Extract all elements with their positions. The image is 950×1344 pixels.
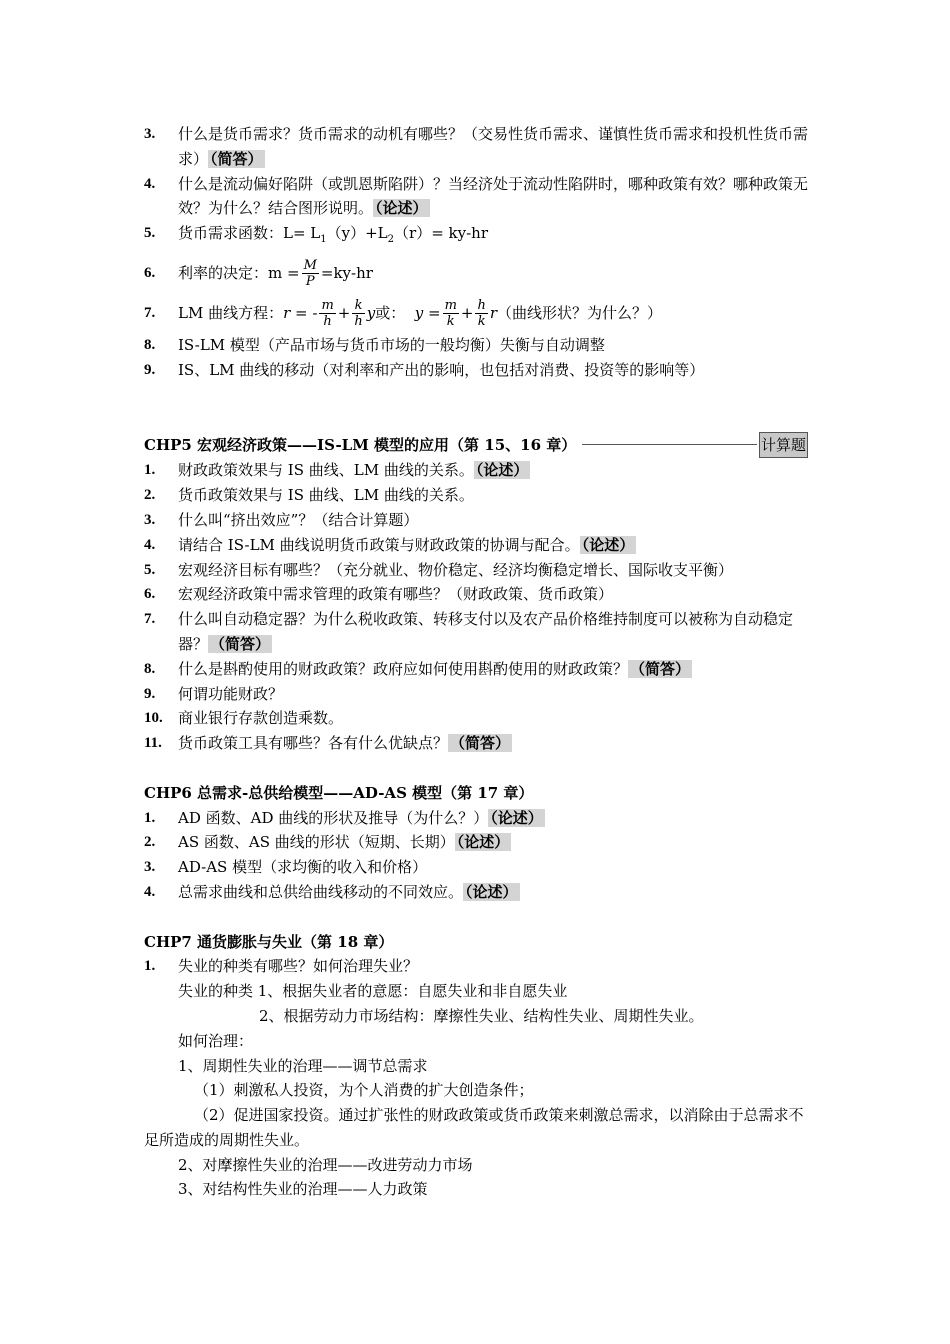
fraction-m-over-p: $\frac{M}{P}$: [303, 258, 317, 290]
item-text: 什么是货币需求？货币需求的动机有哪些？（交易性货币需求、谨慎性货币需求和投机性货币需求）: [178, 125, 809, 168]
answer-line: （1）刺激私人投资，为个人消费的扩大创造条件；: [194, 1081, 534, 1100]
question-type-tag: （论述）: [465, 882, 518, 901]
list-item: 11. 货币政策工具有哪些？各有什么优缺点？ （简答）: [144, 734, 511, 753]
list-item: 1. 失业的种类有哪些？如何治理失业？: [144, 957, 419, 976]
list-item: 4. 总需求曲线和总供给曲线移动的不同效应。 （论述）: [144, 882, 518, 901]
list-item: 7. 什么叫自动稳定器？为什么税收政策、转移支付以及农产品价格维持制度可以被称为自动稳定器？ （简答）: [144, 610, 794, 653]
answer-line: 3、对结构性失业的治理——人力政策: [178, 1180, 428, 1199]
list-item: [144, 253, 808, 293]
question-type-tag: （简答）: [210, 634, 271, 653]
list-item: 5. 宏观经济目标有哪些？（充分就业、物价稳定、经济均衡稳定增长、国际收支平衡）: [144, 560, 734, 579]
list-item: 2. AS 函数、AS 曲线的形状（短期、长期） （论述）: [144, 833, 510, 852]
document-content: [144, 122, 808, 1202]
list-item: [144, 122, 808, 172]
question-type-tag: （简答）: [210, 149, 263, 168]
calc-label: 计算题: [759, 432, 808, 459]
question-type-tag: （简答）: [630, 659, 691, 678]
answer-line: 失业的种类 1、根据失业者的意愿：自愿失业和非自愿失业: [178, 982, 568, 1001]
list-item: 10. 商业银行存款创造乘数。: [144, 709, 344, 728]
list-item: [144, 172, 808, 222]
chapter-heading-chp6: CHP6 总需求-总供给模型——AD-AS 模型（第 17 章）: [144, 783, 534, 802]
list-item: 3. AD-AS 模型（求均衡的收入和价格）: [144, 858, 428, 877]
interest-rate-equation: 利率的决定：m = $\frac{M}{P}$ =ky-hr: [178, 258, 373, 290]
list-item: [144, 221, 808, 253]
list-item: 2. 货币政策效果与 IS 曲线、LM 曲线的关系。: [144, 486, 474, 505]
lm-curve-equation: LM 曲线方程：r = - $\frac{m}{h}$ + $\frac{k}{h}$ y或： y = $\frac{m}{k}$ + $\frac{h}{k}$ r（曲线形状？为什么？）: [178, 298, 663, 330]
item-number: 3.: [144, 126, 156, 142]
item-text: IS-LM 模型（产品市场与货币市场的一般均衡）失衡与自动调整: [178, 335, 605, 354]
question-type-tag: （论述）: [581, 535, 635, 554]
answer-line: 2、对摩擦性失业的治理——改进劳动力市场: [178, 1155, 473, 1174]
list-item: 8. 什么是斟酌使用的财政政策？政府应如何使用斟酌使用的财政政策？ （简答）: [144, 659, 691, 678]
list-item: 9. 何谓功能财政？: [144, 684, 284, 703]
money-demand-function: 货币需求函数：$L= L_1(y)+L_2(r)= ky-hr$: [178, 224, 489, 246]
answer-line: 如何治理：: [178, 1031, 254, 1050]
item-number: 7.: [144, 304, 156, 321]
item-number: 9.: [144, 361, 156, 378]
list-item: [144, 293, 808, 333]
item-number: 6.: [144, 264, 156, 281]
item-number: 5.: [144, 225, 156, 242]
list-item: [144, 333, 808, 358]
answer-paragraph: （2）促进国家投资。通过扩张性的财政政策或货币政策来刺激总需求，以消除由于总需求不足所造成的周期性失业。: [144, 1106, 804, 1149]
answer-line: 1、周期性失业的治理——调节总需求: [178, 1056, 428, 1075]
list-item: 3. 什么叫“挤出效应”？（结合计算题）: [144, 510, 419, 529]
list-item: 4. 请结合 IS-LM 曲线说明货币政策与财政政策的协调与配合。 （论述）: [144, 535, 635, 554]
question-type-tag: （简答）: [450, 734, 511, 753]
question-type-tag: （论述）: [475, 461, 529, 480]
list-item: 6. 宏观经济政策中需求管理的政策有哪些？（财政政策、货币政策）: [144, 585, 614, 604]
question-type-tag: （论述）: [456, 833, 510, 852]
item-number: 8.: [144, 336, 156, 353]
dash-rule: [582, 444, 757, 445]
chapter-heading-chp5: CHP5 宏观经济政策——IS-LM 模型的应用（第 15、16 章） 计算题: [144, 432, 808, 459]
question-type-tag: （论述）: [375, 199, 428, 218]
list-item: 1. 财政政策效果与 IS 曲线、LM 曲线的关系。 （论述）: [144, 461, 529, 480]
item-text: 什么是流动偏好陷阱（或凯恩斯陷阱）？当经济处于流动性陷阱时，哪种政策有效？哪种政策无效？为什么？结合图形说明。: [178, 174, 809, 218]
question-type-tag: （论述）: [490, 808, 543, 827]
chapter-heading-chp7: CHP7 通货膨胀与失业（第 18 章）: [144, 932, 394, 951]
item-number: 4.: [144, 175, 156, 192]
list-item: 1. AD 函数、AD 曲线的形状及推导（为什么？） （论述）: [144, 808, 543, 827]
answer-line: 2、根据劳动力市场结构：摩擦性失业、结构性失业、周期性失业。: [259, 1006, 704, 1025]
list-item: [144, 358, 808, 383]
item-text: IS、LM 曲线的移动（对利率和产出的影响，也包括对消费、投资等的影响等）: [178, 360, 705, 379]
